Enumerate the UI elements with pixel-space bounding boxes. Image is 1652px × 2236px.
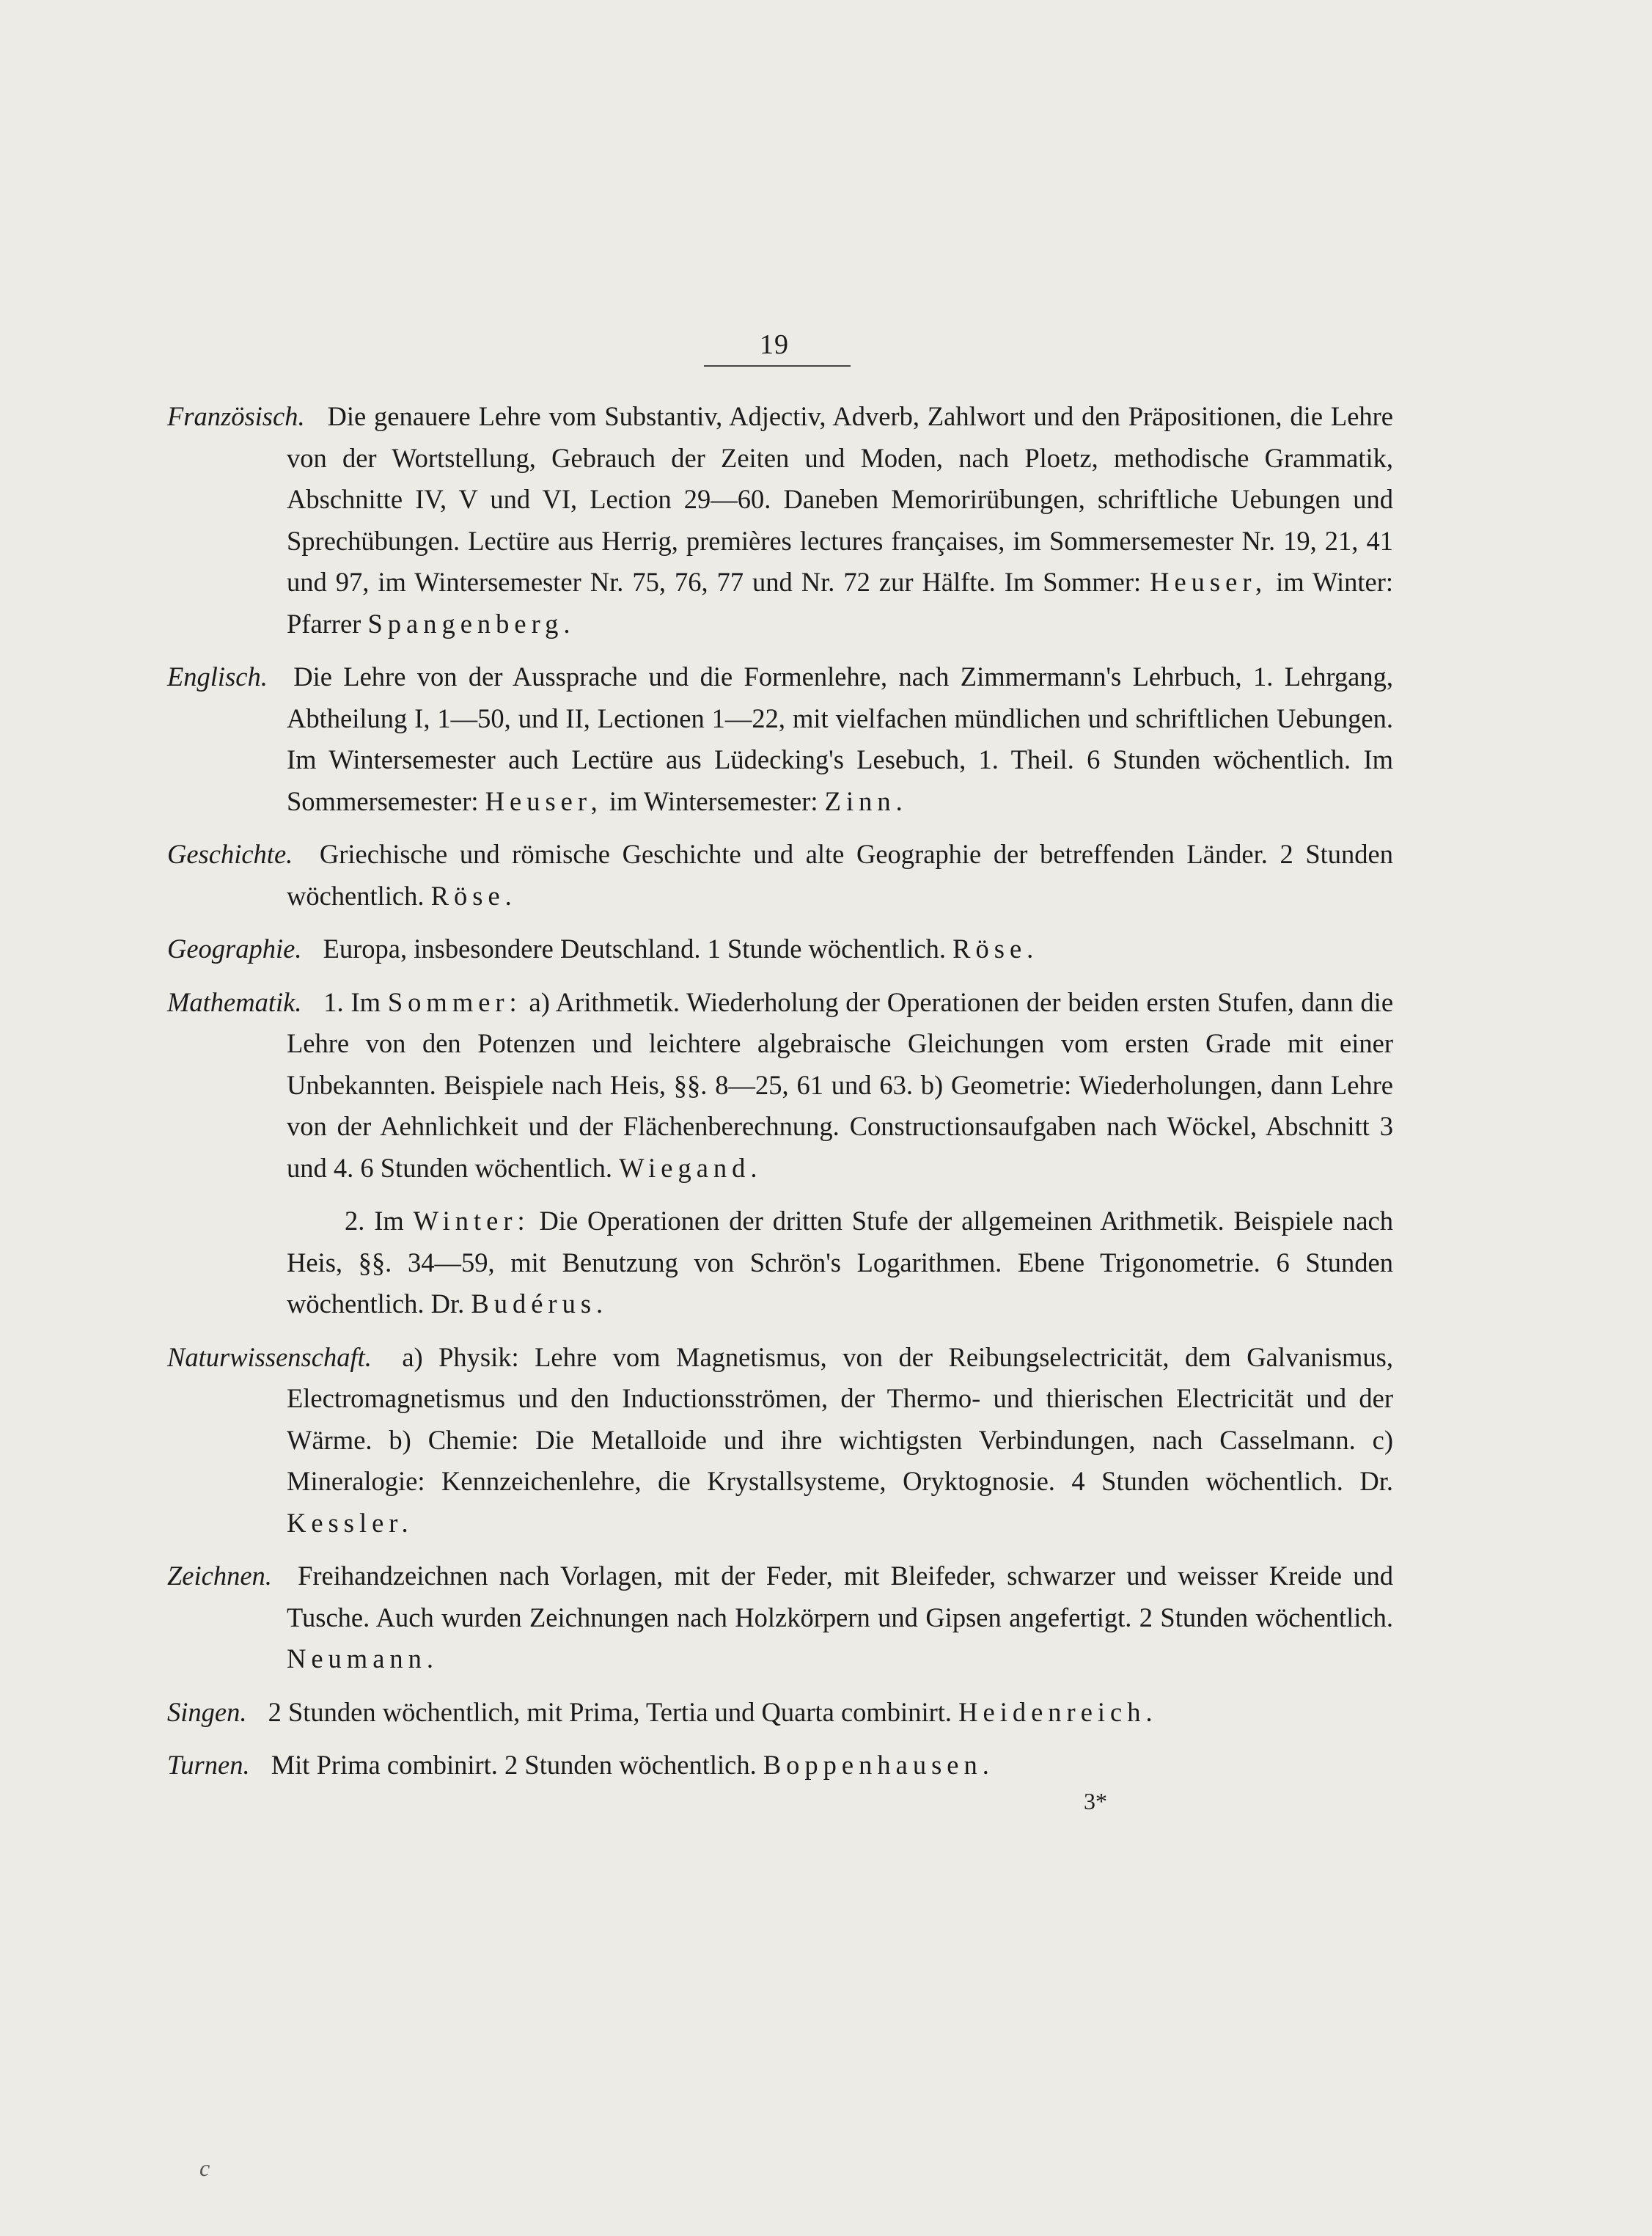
entry-text: Freihandzeichnen nach Vorlagen, mit der Feder, mit Bleifeder, schwarzer und weisser Kreide und Tusche. Auch wurden Zeichnungen nach Holzkörpern und Gipsen angefertigt. 2 Stunden wöchentlich.: [287, 1561, 1393, 1632]
teacher-name: Heidenreich.: [958, 1696, 1158, 1727]
subject-heading: Geschichte.: [167, 839, 293, 869]
term-label: Winter:: [413, 1206, 530, 1236]
entry-text: Die Lehre von der Aussprache und die Formenlehre, nach Zimmermann's Lehrbuch, 1. Lehrgang, Abtheilung I, 1—50, und II, Lectionen 1—22, mit vielfachen mündlichen und schriftlichen Uebungen. Im Wintersemester auch Lectüre aus Lüdecking's Lesebuch, 1. Theil. 6 Stunden wöchentlich. Im Sommersemester:: [287, 661, 1394, 816]
teacher-name: Neumann.: [287, 1643, 439, 1674]
sheet-signature: 3*: [1084, 1787, 1107, 1814]
entry-mathematik-winter: [167, 1201, 1393, 1325]
entry-turnen: [167, 1745, 1393, 1786]
subject-heading: Singen.: [167, 1696, 247, 1727]
teacher-name: Röse.: [430, 880, 517, 911]
entry-text: a) Physik: Lehre vom Magnetismus, von der Reibungselectricität, dem Galvanismus, Electromagnetismus und den Inductionsströmen, der Thermo- und thierischen Electricität und der Wärme. b) Chemie: Die Metalloide und ihre wichtigsten Verbindungen, nach Casselmann. c) Mineralogie: Kennzeichenlehre, die Krystallsysteme, Oryktognosie. 4 Stunden wöchentlich. Dr.: [287, 1341, 1393, 1496]
entry-zeichnen: [167, 1555, 1393, 1680]
teacher-name: Spangenberg.: [367, 608, 576, 639]
subject-heading: Geographie.: [167, 934, 302, 964]
entry-singen: [167, 1692, 1393, 1734]
entry-geographie: [167, 928, 1393, 970]
entry-mathematik: [167, 982, 1393, 1190]
term-label: Sommer:: [387, 986, 522, 1017]
teacher-name: Budérus.: [471, 1289, 609, 1319]
entry-text: Griechische und römische Geschichte und alte Geographie der betreffenden Länder. 2 Stunden wöchentlich.: [287, 839, 1394, 911]
subject-heading: Turnen.: [167, 1750, 250, 1780]
term-number: 2. Im: [345, 1206, 404, 1236]
entry-text: Die genauere Lehre vom Substantiv, Adjectiv, Adverb, Zahlwort und den Präpositionen, die Lehre von der Wortstellung, Gebrauch der Zeiten und Moden, nach Ploetz, methodische Grammatik, Abschnitte IV, V und VI, Lection 29—60. Daneben Memorirübungen, schriftliche Uebungen und Sprechübungen. Lectüre aus Herrig, premières lectures françaises, im Sommersemester Nr. 19, 21, 41 und 97, im Wintersemester Nr. 75, 76, 77 und Nr. 72 zur Hälfte. Im Sommer:: [287, 401, 1393, 597]
teacher-name: Heuser,: [1150, 567, 1268, 597]
entry-text: a) Arithmetik. Wiederholung der Operationen der beiden ersten Stufen, dann die Lehre von den Potenzen und leichtere algebraische Gleichungen vom ersten Grade mit einer Unbekannten. Beispiele nach Heis, §§. 8—25, 61 und 63. b) Geometrie: Wiederholungen, dann Lehre von der Aehnlichkeit und der Flächenberechnung. Constructionsaufgaben nach Wöckel, Abschnitt 3 und 4. 6 Stunden wöchentlich.: [287, 986, 1394, 1183]
subject-heading: Englisch.: [167, 661, 268, 692]
subject-heading: Zeichnen.: [167, 1561, 272, 1591]
entry-franzoesisch: [167, 396, 1393, 645]
header-rule: [704, 365, 851, 367]
entry-text: Mit Prima combinirt. 2 Stunden wöchentlich.: [271, 1750, 757, 1780]
entry-text: Die Operationen der dritten Stufe der allgemeinen Arithmetik. Beispiele nach Heis, §§. 34—59, mit Benutzung von Schrön's Logarithmen. Ebene Trigonometrie. 6 Stunden wöchentlich. Dr.: [287, 1206, 1394, 1319]
entry-text: im Winter: Pfarrer: [287, 567, 1394, 639]
teacher-name: Röse.: [952, 934, 1039, 964]
entry-text: im Wintersemester:: [609, 785, 818, 816]
teacher-name: Heuser,: [485, 785, 603, 816]
subject-heading: Mathematik.: [167, 986, 302, 1017]
term-number: 1. Im: [323, 986, 381, 1017]
teacher-name: Zinn.: [824, 785, 908, 816]
teacher-name: Kessler.: [287, 1507, 414, 1538]
curriculum-text: [167, 396, 1393, 1798]
entry-text: Europa, insbesondere Deutschland. 1 Stunde wöchentlich.: [323, 934, 947, 964]
corner-mark: c: [199, 2155, 210, 2181]
subject-heading: Französisch.: [167, 401, 305, 431]
entry-naturwissenschaft: [167, 1337, 1393, 1544]
subject-heading: Naturwissenschaft.: [167, 1341, 372, 1372]
entry-text: 2 Stunden wöchentlich, mit Prima, Tertia und Quarta combinirt.: [268, 1696, 952, 1727]
page-number: 19: [760, 329, 789, 360]
entry-geschichte: [167, 834, 1393, 917]
teacher-name: Boppenhausen.: [763, 1750, 994, 1780]
entry-englisch: [167, 656, 1393, 822]
teacher-name: Wiegand.: [619, 1152, 763, 1183]
